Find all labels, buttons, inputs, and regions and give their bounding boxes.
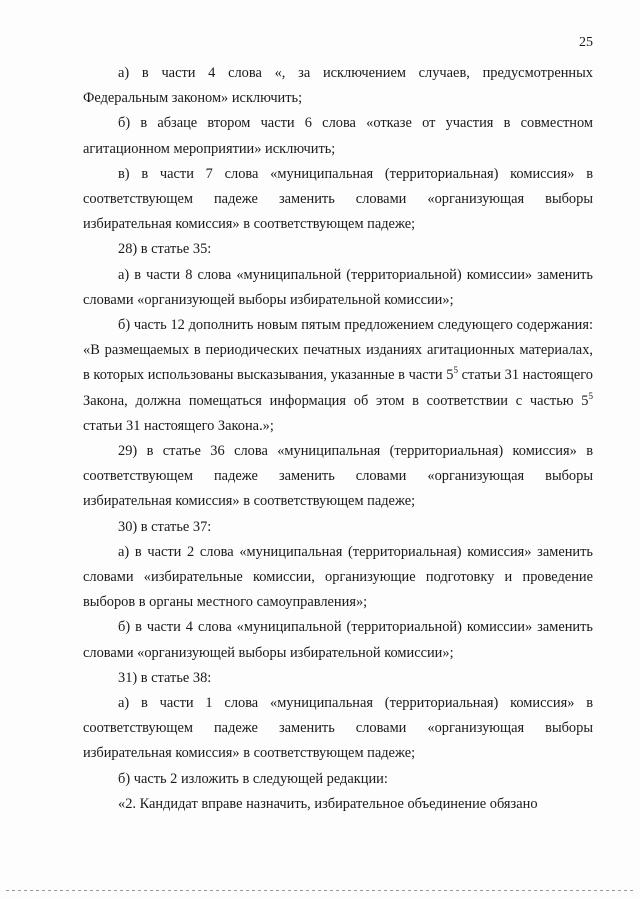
paragraph (83, 313, 593, 439)
paragraph: 29) в статье 36 слова «муниципальная (территориальная) комиссия» в соответствующем падеже заменить словами «организующая выборы избирательная комиссия» в соответствующем падеже; (83, 443, 593, 510)
paragraph: а) в части 4 слова «, за исключением случаев, предусмотренных Федеральным законом» исключить; (83, 65, 593, 107)
paragraph: б) часть 2 изложить в следующей редакции: (118, 770, 388, 787)
superscript: 5 (453, 365, 458, 376)
paragraph: а) в части 1 слова «муниципальная (территориальная) комиссия» в соответствующем падеже заменить словами «организующая выборы избирательная комиссия» в соответствующем падеже; (83, 695, 593, 762)
paragraph-text: б) часть 12 дополнить новым пятым предложением следующего содержания: «В размещаемых в периодических печатных изданиях агитационных материалах, в которых использованы высказывания, указанные в части 5 (83, 317, 593, 384)
paragraph: б) в абзаце втором части 6 слова «отказе от участия в совместном агитационном мероприятии» исключить; (83, 115, 593, 157)
paragraph: 30) в статье 37: (118, 518, 212, 535)
paragraph: 28) в статье 35: (118, 241, 212, 258)
page-number: 25 (579, 35, 593, 50)
paragraph-text: статьи 31 настоящего Закона, должна помещаться информация об этом в соответствии с частью 5 (83, 367, 593, 409)
paragraph: а) в части 8 слова «муниципальной (территориальной) комиссии» заменить словами «организующей выборы избирательной комиссии»; (83, 266, 593, 308)
paragraph: а) в части 2 слова «муниципальная (территориальная) комиссия» заменить словами «избирательные комиссии, организующие подготовку и проведение выборов в органы местного самоуправления»; (83, 543, 593, 611)
paragraph: 31) в статье 38: (118, 669, 212, 686)
paragraph: в) в части 7 слова «муниципальная (территориальная) комиссия» в соответствующем падеже заменить словами «организующая выборы избирательная комиссия» в соответствующем падеже; (83, 165, 593, 233)
paragraph: б) в части 4 слова «муниципальной (территориальной) комиссии» заменить словами «организующей выборы избирательной комиссии»; (83, 619, 593, 661)
paragraph-text: статьи 31 настоящего Закона.»; (83, 417, 274, 434)
paragraph: «2. Кандидат вправе назначить, избирательное объединение обязано (118, 795, 538, 812)
superscript: 5 (588, 390, 593, 401)
document-body (83, 61, 593, 817)
scan-edge-divider (6, 890, 634, 891)
